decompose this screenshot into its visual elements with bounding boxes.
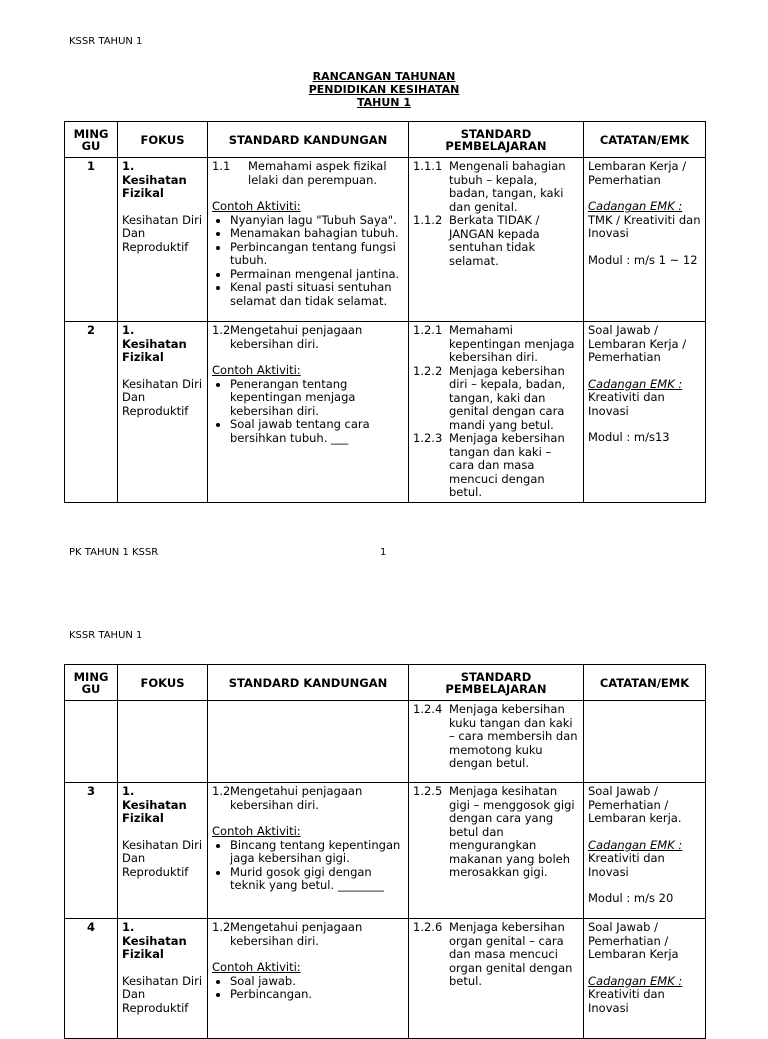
catatan-text: Lembaran Kerja / Pemerhatian — [588, 159, 687, 187]
standard-pembelajaran-cell — [409, 322, 584, 503]
list-item: • Murid gosok gigi dengan teknik yang betul. ________ — [230, 866, 404, 893]
emk-label: Cadangan EMK : — [588, 973, 683, 988]
sk-number: 1.2 — [212, 920, 231, 934]
week-number: 4 — [65, 919, 118, 1039]
list-item: • Perbincangan. — [230, 988, 404, 1002]
sp-text: Berkata TIDAK / JANGAN kepada sentuhan tidak selamat. — [449, 213, 540, 268]
fokus-cell — [118, 322, 208, 503]
fokus-cell — [118, 783, 208, 919]
col-header-standard-kandungan: STANDARD KANDUNGAN — [208, 665, 409, 701]
yearly-plan-table-page-2 — [64, 664, 706, 1039]
emk-text: Kreativiti dan Inovasi — [588, 390, 665, 418]
list-item: • Nyanyian lagu "Tubuh Saya". — [230, 214, 404, 228]
col-header-week: MING GU — [65, 665, 118, 701]
document-title — [0, 70, 768, 109]
fokus-subtitle: Kesihatan Diri Dan Reproduktif — [122, 837, 203, 879]
sp-number: 1.2.6 — [413, 920, 443, 934]
catatan-cell — [584, 322, 706, 503]
standard-pembelajaran-cell — [409, 701, 584, 783]
emk-text: Kreativiti dan Inovasi — [588, 851, 665, 879]
fokus-cell — [118, 158, 208, 322]
table-row — [65, 919, 706, 1039]
running-header: KSSR TAHUN 1 — [69, 630, 143, 641]
week-number: 3 — [65, 783, 118, 919]
activity-label: Contoh Aktiviti: — [212, 824, 301, 838]
col-header-week: MING GU — [65, 122, 118, 158]
sp-text: Mengenali bahagian tubuh – kepala, badan, tangan, kaki dan genital. — [449, 159, 566, 214]
fokus-title: 1. Kesihatan Fizikal — [122, 159, 187, 200]
sp-number: 1.2.4 — [413, 702, 443, 716]
catatan-text: Soal Jawab / Pemerhatian / Lembaran kerja. — [588, 784, 682, 825]
sp-text: Menjaga kebersihan diri – kepala, badan, tangan, kaki dan genital dengan cara mandi yang betul. — [449, 363, 566, 432]
list-item: • Penerangan tentang kepentingan menjaga kebersihan diri. — [230, 378, 404, 419]
activity-label: Contoh Aktiviti: — [212, 199, 301, 213]
activity-label: Contoh Aktiviti: — [212, 363, 301, 377]
footer-label: PK TAHUN 1 KSSR — [69, 547, 159, 558]
sp-number: 1.2.2 — [413, 363, 443, 378]
emk-label: Cadangan EMK : — [588, 837, 683, 852]
sk-number: 1.1 — [212, 159, 231, 173]
activity-list — [212, 839, 404, 893]
col-header-standard-pembelajaran: STANDARD PEMBELAJARAN — [409, 665, 584, 701]
standard-kandungan-cell — [208, 158, 409, 322]
fokus-cell — [118, 919, 208, 1039]
sk-text: Mengetahui penjagaan kebersihan diri. — [230, 920, 363, 948]
sp-text: Menjaga kebersihan tangan dan kaki – cara dan masa mencuci dengan betul. — [449, 431, 565, 499]
sp-text: Menjaga kesihatan gigi – menggosok gigi dengan cara yang betul dan mengurangkan makanan yang boleh merosakkan gigi. — [449, 784, 575, 879]
activity-list — [212, 975, 404, 1002]
list-item: • Soal jawab tentang cara bersihkan tubuh. ___ — [230, 418, 404, 445]
emk-label: Cadangan EMK : — [588, 199, 683, 213]
sp-number: 1.2.5 — [413, 784, 443, 798]
standard-pembelajaran-cell — [409, 783, 584, 919]
col-header-catatan: CATATAN/EMK — [584, 122, 706, 158]
catatan-text: Soal Jawab / Lembaran Kerja / Pemerhatian — [588, 323, 687, 364]
table-row — [65, 783, 706, 919]
col-header-fokus: FOKUS — [118, 665, 208, 701]
sp-number: 1.1.1 — [413, 159, 443, 173]
week-number: 2 — [65, 322, 118, 503]
sk-number: 1.2 — [212, 323, 231, 337]
emk-text: TMK / Kreativiti dan Inovasi — [588, 212, 701, 240]
standard-kandungan-cell — [208, 322, 409, 503]
modul-text: Modul : m/s 20 — [588, 891, 674, 905]
standard-kandungan-cell — [208, 783, 409, 919]
fokus-subtitle: Kesihatan Diri Dan Reproduktif — [122, 973, 203, 1015]
sk-number: 1.2 — [212, 784, 231, 798]
standard-kandungan-cell — [208, 919, 409, 1039]
catatan-cell — [584, 158, 706, 322]
fokus-title: 1. Kesihatan Fizikal — [122, 323, 187, 364]
sp-number: 1.2.3 — [413, 431, 443, 445]
table-header-row — [65, 122, 706, 158]
week-number: 1 — [65, 158, 118, 322]
fokus-subtitle: Kesihatan Diri Dan Reproduktif — [122, 376, 203, 418]
title-line-2: PENDIDIKAN KESIHATAN — [308, 83, 460, 96]
sk-text: Mengetahui penjagaan kebersihan diri. — [230, 323, 363, 351]
fokus-title: 1. Kesihatan Fizikal — [122, 784, 187, 825]
list-item: • Menamakan bahagian tubuh. — [230, 227, 404, 241]
standard-pembelajaran-cell — [409, 158, 584, 322]
activity-list — [212, 378, 404, 446]
sk-text: Mengetahui penjagaan kebersihan diri. — [230, 784, 363, 812]
fokus-subtitle: Kesihatan Diri Dan Reproduktif — [122, 212, 203, 254]
sk-text: Memahami aspek fizikal lelaki dan perempuan. — [248, 159, 387, 187]
modul-text: Modul : m/s13 — [588, 430, 670, 444]
title-line-1: RANCANGAN TAHUNAN — [312, 70, 456, 83]
col-header-fokus: FOKUS — [118, 122, 208, 158]
catatan-text: Soal Jawab / Pemerhatian / Lembaran Kerja — [588, 920, 679, 961]
catatan-cell — [584, 919, 706, 1039]
emk-text: Kreativiti dan Inovasi — [588, 987, 665, 1015]
sp-text: Memahami kepentingan menjaga kebersihan diri. — [449, 323, 575, 364]
activity-label: Contoh Aktiviti: — [212, 960, 301, 974]
sp-number: 1.2.1 — [413, 323, 443, 337]
title-line-3: TAHUN 1 — [357, 96, 411, 109]
catatan-cell — [584, 783, 706, 919]
sp-text: Menjaga kebersihan organ genital – cara dan masa mencuci organ genital dengan betul. — [449, 920, 573, 988]
table-row — [65, 322, 706, 503]
table-row — [65, 701, 706, 783]
fokus-title: 1. Kesihatan Fizikal — [122, 920, 187, 961]
emk-label: Cadangan EMK : — [588, 376, 683, 391]
activity-list — [212, 214, 404, 309]
col-header-catatan: CATATAN/EMK — [584, 665, 706, 701]
list-item: • Bincang tentang kepentingan jaga kebersihan gigi. — [230, 839, 404, 866]
table-header-row — [65, 665, 706, 701]
list-item: • Permainan mengenal jantina. — [230, 268, 404, 282]
table-row — [65, 158, 706, 322]
list-item: • Soal jawab. — [230, 975, 404, 989]
modul-text: Modul : m/s 1 ~ 12 — [588, 252, 698, 267]
list-item: • Perbincangan tentang fungsi tubuh. — [230, 241, 404, 268]
sp-number: 1.1.2 — [413, 213, 443, 227]
page-number: 1 — [380, 547, 387, 558]
standard-pembelajaran-cell — [409, 919, 584, 1039]
col-header-standard-pembelajaran: STANDARD PEMBELAJARAN — [409, 122, 584, 158]
yearly-plan-table-page-1 — [64, 121, 706, 503]
col-header-standard-kandungan: STANDARD KANDUNGAN — [208, 122, 409, 158]
list-item: • Kenal pasti situasi sentuhan selamat dan tidak selamat. — [230, 281, 404, 308]
running-header: KSSR TAHUN 1 — [69, 36, 143, 47]
sp-text: Menjaga kebersihan kuku tangan dan kaki – cara membersih dan memotong kuku dengan betul. — [449, 702, 578, 770]
